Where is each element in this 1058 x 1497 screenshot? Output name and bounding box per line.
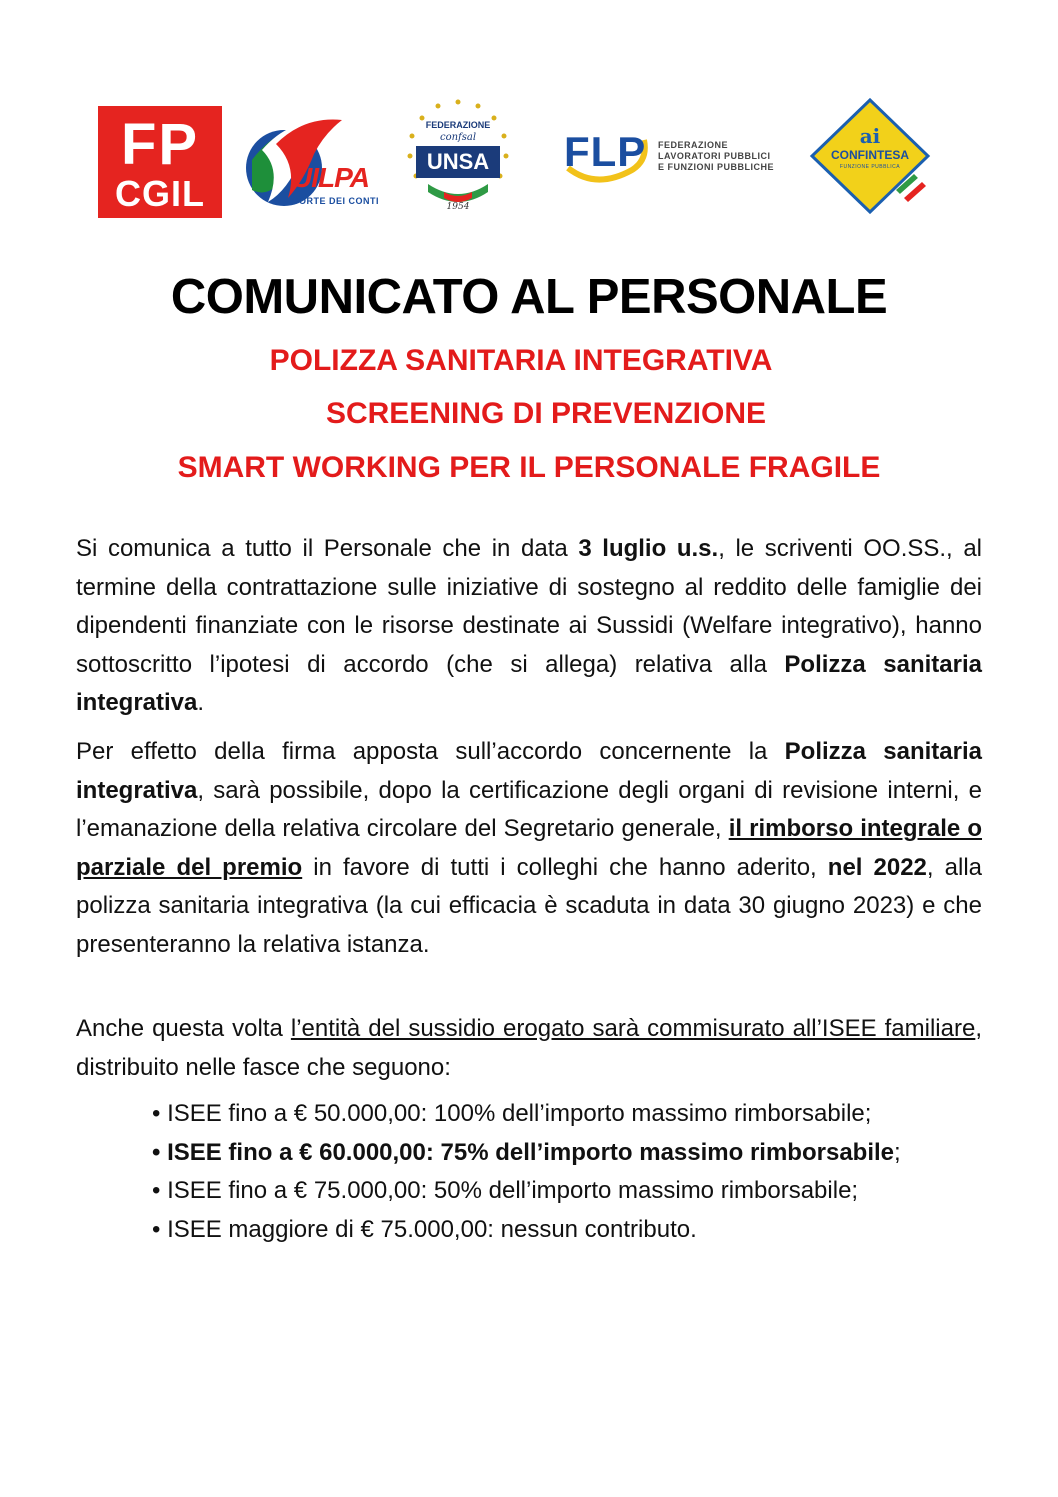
isee-bullet-list xyxy=(76,1095,982,1249)
bullet-1-end: ; xyxy=(864,1100,872,1127)
unsa-logo-year: 1954 xyxy=(446,202,470,212)
p2-text-a: Per effetto della firma apposta sull’accordo concernente la xyxy=(76,738,785,765)
confintesa-logo-sub: FUNZIONE PUBBLICA xyxy=(839,164,901,170)
p2-text-c: , sarà possibile, dopo la certificazione degli organi di revisione interni, e l’emanazione della relativa circolare del Segretario generale, xyxy=(76,776,982,842)
p2-text-e: in favore di tutti i colleghi che hanno aderito, xyxy=(302,853,828,881)
p1-text-c: , le scriventi OO.SS., al termine della contrattazione sulle iniziative di sostegno al reddito delle famiglie dei dipendenti finanziate con le risorse destinate ai Sussidi (Welfare integrativo), hanno sottoscritto l’ipotesi di accordo (che si allega) relativa alla xyxy=(76,535,983,678)
bullet-1-text: • ISEE fino a € 50.000,00: 100% dell’importo massimo rimborsabile xyxy=(152,1100,865,1127)
uilpa-logo xyxy=(242,110,380,222)
flp-logo-line2: LAVORATORI PUBBLICI xyxy=(658,151,771,161)
flp-logo xyxy=(556,110,796,190)
p3-entita: l’entità del sussidio erogato sarà commisurato all’ISEE familiare xyxy=(290,1015,976,1042)
p2-text-g: , alla polizza sanitaria integrativa (la cui efficacia è scaduta in data 30 giugno 2023) e che presenteranno la relativa istanza. xyxy=(76,853,983,958)
flp-logo-line3: E FUNZIONI PUBBLICHE xyxy=(658,162,775,172)
bullet-3-end: ; xyxy=(851,1177,859,1204)
flp-logo-name: FLP xyxy=(564,128,647,175)
flp-logo-line1: FEDERAZIONE xyxy=(658,140,729,150)
confintesa-logo xyxy=(808,96,932,216)
bullet-4-text: • ISEE maggiore di € 75.000,00: nessun contributo xyxy=(152,1215,691,1243)
p1-polizza: Polizza sanitaria integrativa xyxy=(76,650,982,716)
fp-cgil-logo-line1: FP xyxy=(120,112,200,177)
p1-date: 3 luglio u.s. xyxy=(578,535,719,562)
subtitle-polizza: POLIZZA SANITARIA INTEGRATIVA xyxy=(269,344,773,377)
list-item xyxy=(76,1211,982,1250)
p3-text-a: Anche questa volta xyxy=(76,1015,291,1042)
paragraph-effetto xyxy=(76,733,982,964)
p2-rimborso: il rimborso integrale o parziale del premio xyxy=(76,815,983,881)
p2-year: nel 2022 xyxy=(827,853,927,881)
confintesa-logo-mark: ai xyxy=(859,124,881,148)
subtitle-smart-working: SMART WORKING PER IL PERSONALE FRAGILE xyxy=(177,451,881,484)
bullet-3-text: • ISEE fino a € 75.000,00: 50% dell’importo massimo rimborsabile xyxy=(152,1177,852,1204)
list-item xyxy=(76,1172,982,1211)
list-item xyxy=(76,1095,982,1134)
list-item xyxy=(76,1134,982,1173)
bullet-4-end: . xyxy=(690,1215,697,1243)
p3-text-c: , distribuito nelle fasce che seguono: xyxy=(76,1015,982,1081)
p2-polizza: Polizza sanitaria integrativa xyxy=(76,738,982,804)
uilpa-logo-sub: CORTE DEI CONTI xyxy=(292,196,380,206)
bullet-2-end: ; xyxy=(894,1138,901,1166)
subtitle-screening: SCREENING DI PREVENZIONE xyxy=(325,397,767,430)
unsa-logo xyxy=(394,96,522,222)
fp-cgil-logo-line2: CGIL xyxy=(115,173,205,214)
unsa-logo-name: UNSA xyxy=(416,146,500,178)
paragraph-isee xyxy=(76,1010,982,1087)
confintesa-logo-name: CONFINTESA xyxy=(831,148,909,162)
flp-logo-text xyxy=(658,140,774,173)
p1-text-a: Si comunica a tutto il Personale che in data xyxy=(76,535,579,562)
unsa-logo-confsal: confsal xyxy=(439,132,477,143)
fp-cgil-logo xyxy=(98,106,222,218)
unsa-logo-top: FEDERAZIONE xyxy=(425,120,491,130)
paragraph-intro xyxy=(76,530,982,723)
bullet-2-text: • ISEE fino a € 60.000,00: 75% dell’importo massimo rimborsabile xyxy=(152,1138,895,1166)
p1-text-e: . xyxy=(197,689,205,716)
uilpa-logo-name: UILPA xyxy=(292,162,369,193)
page-title: COMUNICATO AL PERSONALE xyxy=(170,270,888,324)
